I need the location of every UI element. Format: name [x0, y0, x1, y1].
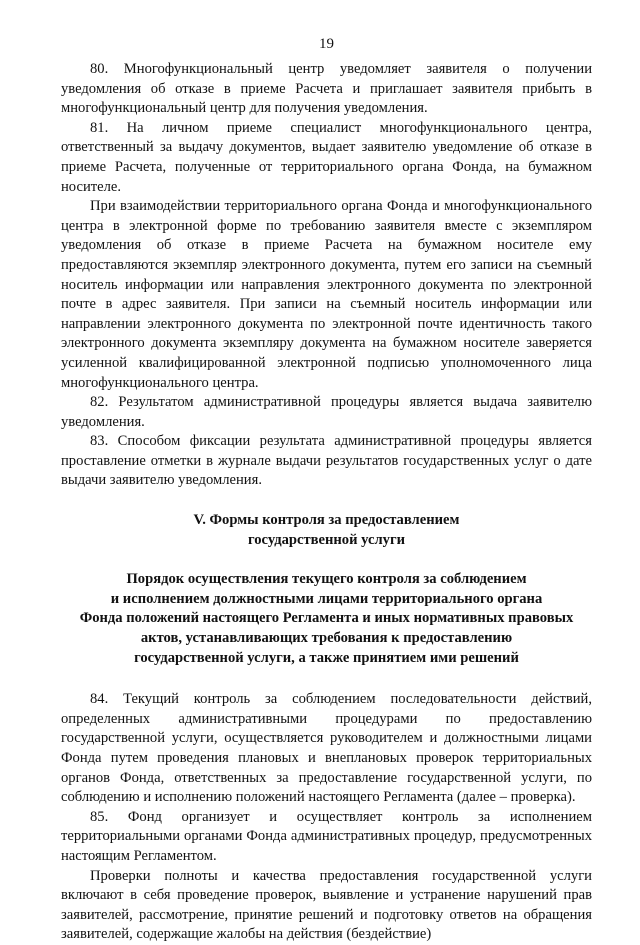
paragraph-81: 81. На личном приеме специалист многофункционального центра, ответственный за выдачу документов, выдает заявителю уведомление об отказе в приеме Расчета, полученные от территориального органа Фонда, на бумажном носителе. [61, 119, 592, 195]
paragraph-80: 80. Многофункциональный центр уведомляет заявителя о получении уведомления об отказе в приеме Расчета и приглашает заявителя прибыть в многофункциональный центр для получения уведомления. [61, 61, 592, 117]
subsection-heading-line: актов, устанавливающих требования к предоставлению [140, 630, 513, 647]
paragraph-83: 83. Способом фиксации результата административной процедуры является проставление отметки в журнале выдачи результатов государственных услуг о дате выдачи заявителю уведомления. [61, 433, 592, 489]
subsection-heading-line: государственной услуги, а также принятием ими решений [134, 649, 519, 666]
section-heading [61, 511, 592, 550]
paragraph-85: 85. Фонд организует и осуществляет контроль за исполнением территориальными органами Фонда административных процедур, предусмотренных настоящим Регламентом. [61, 808, 592, 864]
subsection-heading-line: Порядок осуществления текущего контроля за соблюдением [126, 571, 527, 588]
paragraph-82: 82. Результатом административной процедуры является выдача заявителю уведомления. [61, 394, 592, 430]
paragraph-inspections: Проверки полноты и качества предоставления государственной услуги включают в себя проведение проверок, выявление и устранение нарушений прав заявителей, рассмотрение, принятие решений и подготовку ответов на обращения заявителей, содержащие жалобы на действия (бездействие) [61, 867, 592, 943]
subsection-heading-line: Фонда положений настоящего Регламента и иных нормативных правовых [79, 610, 574, 627]
section-heading-line: V. Формы контроля за предоставлением [193, 512, 460, 529]
section-heading-line: государственной услуги [247, 531, 406, 548]
subsection-heading-line: и исполнением должностными лицами территориального органа [110, 590, 543, 607]
paragraph-84: 84. Текущий контроль за соблюдением последовательности действий, определенных административными процедурами по предоставлению государственной услуги, осуществляется руководителем и должностными лицами Фонда путем проведения плановых и внеплановых проверок территориальных органов Фонда, ответственных за предоставление государственной услуги, по соблюдению и исполнению положений настоящего Регламента (далее – проверка). [61, 691, 592, 806]
subsection-heading [61, 570, 592, 668]
paragraph-electronic-interaction: При взаимодействии территориального органа Фонда и многофункционального центра в электронной форме по требованию заявителя вместе с экземпляром уведомления об отказе в приеме Расчета на бумажном носителе ему предоставляются экземпляр электронного документа, путем его записи на съемный носитель информации или направления электронного документа по электронной почте в адрес заявителя. При записи на съемный носитель информации или направлении электронного документа по электронной почте идентичность такого электронного документа экземпляру документа на бумажном носителе заверяется усиленной квалифицированной электронной подписью уполномоченного лица многофункционального центра. [61, 198, 592, 391]
page-number: 19 [319, 36, 334, 52]
document-page [61, 34, 592, 945]
